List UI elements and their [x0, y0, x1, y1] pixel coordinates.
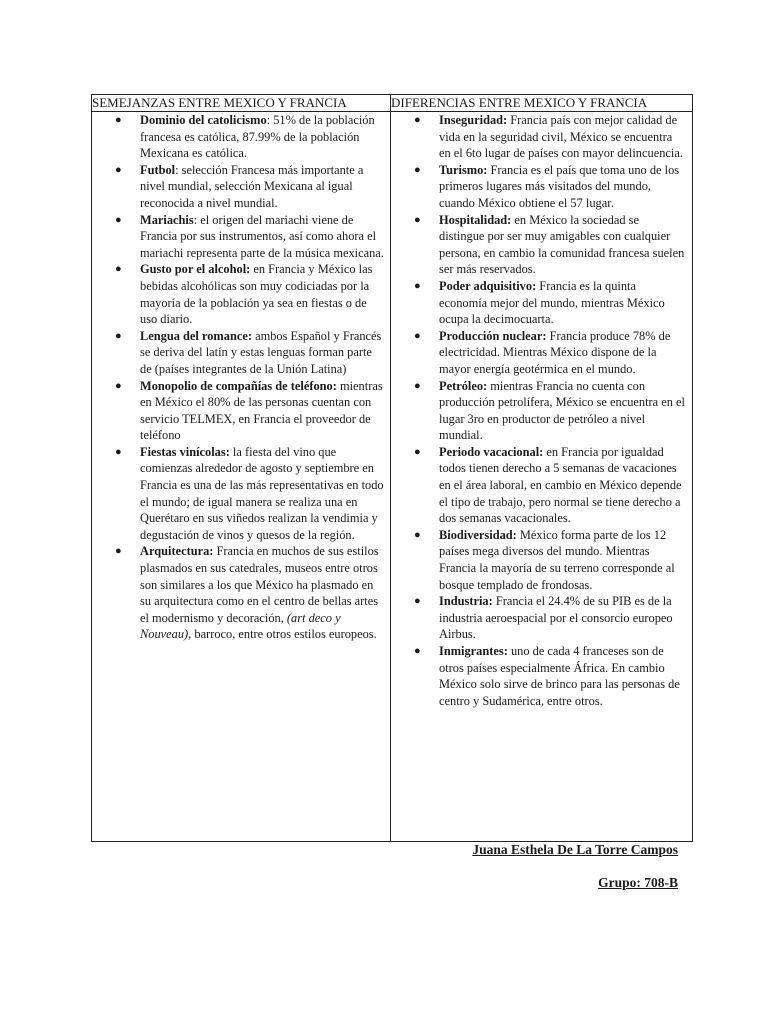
list-item [414, 444, 686, 527]
item-term: Biodiversidad: [439, 527, 517, 542]
item-text: : el origen del mariachi viene de Francia por sus instrumentos, así como ahora el mariachi representa parte de la música mexicana. [140, 212, 384, 260]
item-term: Arquitectura: [140, 544, 214, 559]
item-term: Mariachis [140, 212, 194, 227]
item-term: Producción nuclear: [439, 328, 547, 343]
item-text: ambos Español y Francés se deriva del latín y estas lenguas forman parte de (países integrantes de la Unión Latina) [140, 328, 382, 376]
bullet-icon: ● [414, 114, 421, 126]
item-text: en Francia y México las bebidas alcohólicas son muy codiciadas por la mayoría de la población ya sea en fiestas o de uso diario. [140, 262, 373, 327]
item-term: Gusto por el alcohol: [140, 262, 251, 277]
bullet-icon: ● [115, 114, 122, 126]
item-text: Francia país con mejor calidad de vida en la seguridad civil, México se encuentra en el 6to lugar de países con mayor delincuencia. [439, 113, 683, 161]
list-item [414, 593, 686, 643]
item-term: Inmigrantes: [439, 644, 508, 658]
differences-list [391, 112, 692, 709]
author-name: Juana Esthela De La Torre Campos [472, 842, 678, 857]
item-text: mientras Francia no cuenta con producción petrolífera, México se encuentra en el lugar 3ro en productor de petróleo a nivel mundial. [439, 378, 685, 443]
item-term: Lengua del romance: [140, 328, 252, 343]
comparison-table [91, 94, 693, 842]
list-item [115, 212, 384, 262]
item-text: en México la sociedad se distingue por ser muy amigables con cualquier persona, en cambio la comunidad francesa suelen ser más reservados. [439, 212, 685, 277]
similarities-cell [92, 112, 391, 842]
item-term: Poder adquisitivo: [439, 278, 537, 293]
bullet-icon: ● [115, 213, 122, 226]
item-text: en Francia por igualdad todos tienen derecho a 5 semanas de vacaciones en el área laboral, en cambio en México depende el tipo de trabajo, pero normal se tiene derecho a dos semanas vacacionales. [439, 444, 682, 526]
list-item [414, 162, 686, 212]
item-term: Monopolio de compañías de teléfono: [140, 378, 337, 393]
bullet-icon: ● [115, 445, 122, 458]
item-text: México forma parte de los 12 países mega diversos del mundo. Mientras Francia la mayoría de su terreno corresponde al bosque templado de frondosas. [439, 527, 675, 592]
item-text: Francia produce 78% de electricidad. Mientras México dispone de la mayor energía geotérmica en el mundo. [439, 328, 671, 376]
item-term: Hospitalidad: [439, 212, 512, 227]
list-item [414, 278, 686, 328]
table-header-row [92, 95, 693, 112]
list-item [115, 261, 384, 327]
item-term: Periodo vacacional: [439, 444, 544, 459]
bullet-icon: ● [414, 163, 421, 176]
item-term: Turismo: [439, 162, 488, 177]
item-term: Industria: [439, 594, 493, 609]
item-text: mientras en México el 80% de las personas cuentan con servicio TELMEX, en Francia el proveedor de teléfono [140, 378, 383, 443]
bullet-icon: ● [115, 329, 122, 342]
item-term: Petróleo: [439, 378, 488, 393]
list-item [115, 162, 384, 212]
item-text: la fiesta del vino que comienzas alrededor de agosto y septiembre en Francia es una de las más representativas en todo el mundo; de igual manera se realiza una en Querétaro en sus viñedos realizan la vendimia y degustación de vinos y quesos de la región. [140, 444, 384, 542]
item-text: : selección Francesa más importante a nivel mundial, selección Mexicana al igual reconocida a nivel mundial. [140, 162, 364, 210]
bullet-icon: ● [414, 528, 421, 541]
group-label: Grupo: 708-B [598, 875, 678, 890]
bullet-icon: ● [414, 279, 421, 292]
item-text: Francia es el país que toma uno de los primeros lugares más visitados del mundo, cuando México obtiene el 57 lugar. [439, 162, 680, 210]
table-body-row [92, 112, 693, 842]
list-item [115, 444, 384, 544]
bullet-icon: ● [115, 545, 122, 558]
similarities-header: SEMEJANZAS ENTRE MEXICO Y FRANCIA [92, 95, 391, 112]
list-item [414, 112, 686, 162]
item-term: Dominio del catolicismo [140, 113, 267, 127]
differences-cell [391, 112, 693, 842]
item-text: : 51% de la población francesa es católica, 87.99% de la población Mexicana es católica. [140, 113, 375, 161]
bullet-icon: ● [414, 213, 421, 226]
bullet-icon: ● [414, 645, 421, 657]
bullet-icon: ● [414, 379, 421, 392]
list-item [414, 212, 686, 278]
bullet-icon: ● [115, 379, 122, 392]
item-text: uno de cada 4 franceses son de otros países especialmente África. En cambio México solo sirve de brinco para las personas de centro y Sudamérica, entre otros. [439, 644, 680, 708]
item-term: Inseguridad: [439, 113, 508, 127]
bullet-icon: ● [115, 163, 122, 176]
list-item [414, 643, 686, 709]
bullet-icon: ● [414, 329, 421, 342]
list-item [414, 328, 686, 378]
item-term: Futbol [140, 162, 176, 177]
list-item [414, 378, 686, 444]
item-text: Francia en muchos de sus estilos plasmados en sus catedrales, museos entre otros son similares a los que México ha plasmado en su arquitectura como en el centro de bellas artes el modernismo y decoración, [140, 544, 379, 625]
list-item [414, 527, 686, 593]
item-text: Francia el 24.4% de su PIB es de la industria aeroespacial por el consorcio europeo Airbus. [439, 594, 673, 642]
bullet-icon: ● [414, 595, 421, 608]
differences-header: DIFERENCIAS ENTRE MEXICO Y FRANCIA [391, 95, 693, 112]
bullet-icon: ● [414, 445, 421, 458]
item-italic-text: (art deco y Nouveau) [140, 610, 341, 642]
item-text-tail: , barroco, entre otros estilos europeos. [188, 627, 377, 642]
item-text: Francia es la quinta economía mejor del mundo, mientras México ocupa la decimocuarta. [439, 278, 665, 327]
list-item [115, 328, 384, 378]
item-term: Fiestas vinícolas: [140, 444, 230, 459]
list-item [115, 112, 384, 162]
bullet-icon: ● [115, 263, 122, 276]
list-item [115, 543, 384, 643]
similarities-list [92, 112, 390, 643]
list-item [115, 378, 384, 444]
